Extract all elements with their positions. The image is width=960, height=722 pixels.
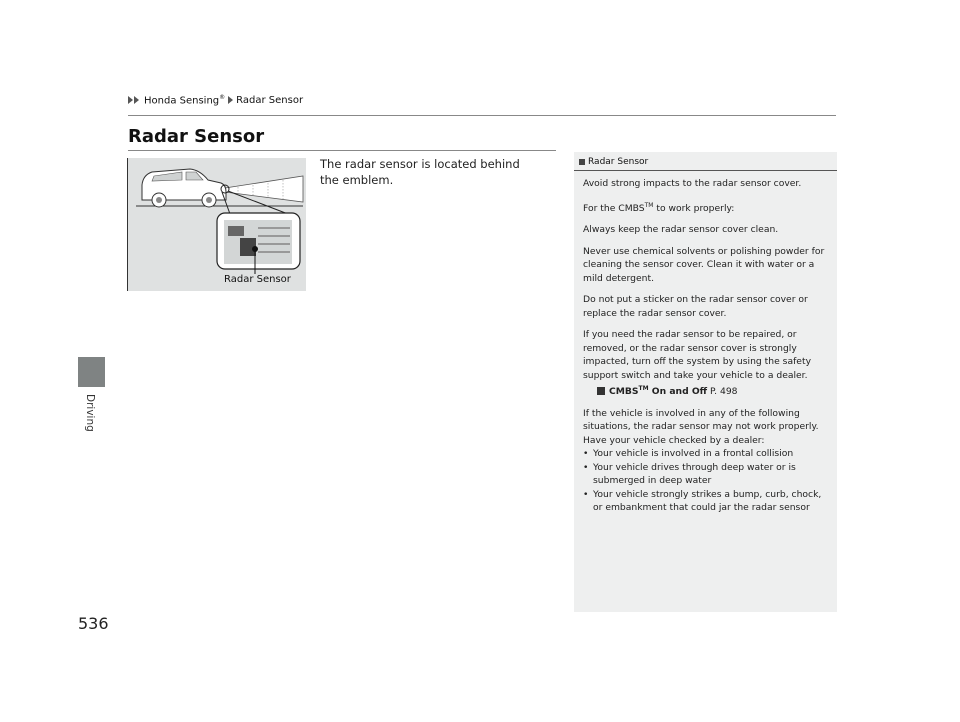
radar-sensor-illustration [127, 158, 306, 291]
note-marker-icon [579, 159, 585, 165]
note-divider [574, 170, 837, 171]
note-paragraph: Never use chemical solvents or polishing powder for cleaning the sensor cover. Clean it with water or a mild detergent. [583, 245, 825, 284]
note-bullet-list [583, 447, 833, 515]
section-tab-marker [78, 357, 105, 387]
page-number: 536 [78, 614, 109, 633]
page-title: Radar Sensor [128, 126, 265, 147]
list-item: • Your vehicle drives through deep water or is submerged in deep water [583, 461, 833, 488]
breadcrumb-arrow-icon [128, 96, 139, 104]
list-item: • Your vehicle is involved in a frontal collision [583, 447, 833, 461]
figure-callout-label: Radar Sensor [224, 274, 291, 285]
note-paragraph: For the CMBS™ to work properly: [583, 201, 735, 214]
note-body [583, 177, 833, 515]
sidebar-note [574, 152, 837, 612]
body-paragraph: The radar sensor is located behind the emblem. [320, 157, 520, 187]
header-divider [128, 115, 836, 116]
note-paragraph: If the vehicle is involved in any of the following situations, the radar sensor may not work properly. Have your vehicle checked by a dealer: [583, 407, 819, 446]
note-paragraph: If you need the radar sensor to be repaired, or removed, or the radar sensor cover is strongly impacted, turn off the system by using the safety support switch and take your vehicle to a dealer. [583, 329, 812, 381]
section-tab-label: Driving [84, 394, 96, 432]
note-paragraph: Do not put a sticker on the radar sensor cover or replace the radar sensor cover. [583, 294, 808, 319]
note-paragraph: Avoid strong impacts to the radar sensor cover. [583, 178, 802, 189]
cross-reference-link[interactable]: CMBS™ On and Off P. 498 [583, 382, 833, 399]
breadcrumb [128, 94, 303, 106]
title-divider [128, 150, 556, 151]
list-item: • Your vehicle strongly strikes a bump, curb, chock, or embankment that could jar the radar sensor [583, 488, 833, 515]
breadcrumb-arrow-icon [228, 96, 233, 104]
breadcrumb-item-honda-sensing[interactable]: Honda Sensing® [144, 94, 226, 107]
note-paragraph: Always keep the radar sensor cover clean. [583, 224, 779, 236]
breadcrumb-item-radar-sensor[interactable]: Radar Sensor [236, 94, 304, 106]
reference-arrow-icon [597, 387, 605, 395]
note-heading: Radar Sensor [579, 157, 648, 167]
vehicle-radar-diagram-icon [128, 158, 306, 291]
